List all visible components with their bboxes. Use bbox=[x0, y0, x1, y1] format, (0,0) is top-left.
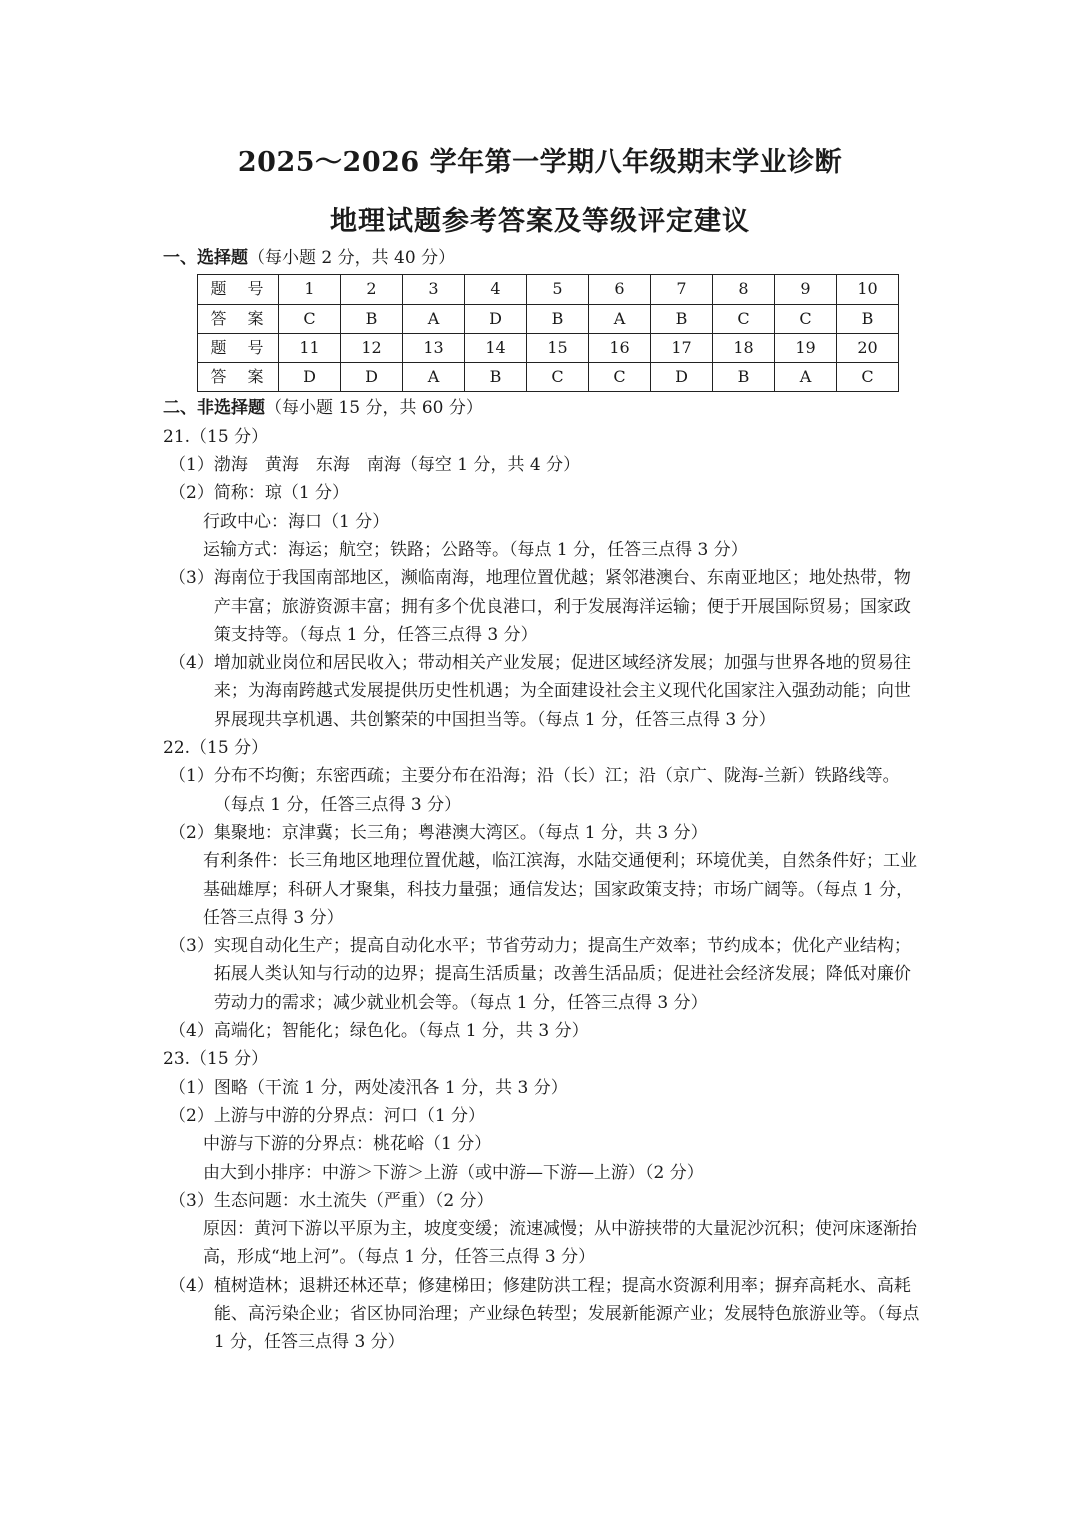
part-label: （4） bbox=[169, 1021, 214, 1042]
row-label: 题 号 bbox=[198, 333, 279, 362]
q21-part-4 bbox=[163, 649, 923, 734]
q21-part-3 bbox=[163, 564, 923, 649]
answer-cell: D bbox=[279, 363, 341, 392]
q23-part-2-line-3: 由大到小排序：中游＞下游＞上游（或中游—下游—上游）（2 分） bbox=[203, 1162, 704, 1183]
question-number: 14 bbox=[465, 333, 527, 362]
part-label: （3） bbox=[169, 1190, 214, 1211]
table-row bbox=[198, 304, 899, 333]
q21-part-1 bbox=[163, 451, 923, 479]
answer-cell: C bbox=[279, 304, 341, 333]
table-row bbox=[198, 275, 899, 304]
answer-cell: A bbox=[403, 304, 465, 333]
answer-cell: B bbox=[465, 363, 527, 392]
part-text: 集聚地：京津冀；长三角；粤港澳大湾区。（每点 1 分，共 3 分） bbox=[213, 822, 708, 843]
q22-part-2 bbox=[163, 819, 923, 847]
q22-part-4 bbox=[163, 1017, 923, 1045]
row-label: 题 号 bbox=[198, 275, 279, 304]
choice-answer-table bbox=[197, 274, 899, 392]
section-2-note: （每小题 15 分，共 60 分） bbox=[265, 398, 483, 419]
question-number: 6 bbox=[589, 275, 651, 304]
part-label: （3） bbox=[169, 936, 214, 957]
question-number: 2 bbox=[341, 275, 403, 304]
answer-cell: C bbox=[837, 363, 899, 392]
q23-part-3 bbox=[163, 1187, 923, 1215]
answer-content bbox=[163, 244, 923, 1357]
page-title: 2025～2026 学年第一学期八年级期末学业诊断 bbox=[237, 147, 843, 178]
part-text: 生态问题：水土流失（严重）（2 分） bbox=[213, 1190, 494, 1211]
question-number: 3 bbox=[403, 275, 465, 304]
part-text: 图略（干流 1 分，两处凌汛各 1 分，共 3 分） bbox=[213, 1077, 568, 1098]
answer-cell: A bbox=[403, 363, 465, 392]
table-row bbox=[198, 333, 899, 362]
answer-cell: B bbox=[341, 304, 403, 333]
question-number: 11 bbox=[279, 333, 341, 362]
question-number: 20 bbox=[837, 333, 899, 362]
question-23-heading: 23.（15 分） bbox=[163, 1049, 269, 1070]
question-number: 9 bbox=[775, 275, 837, 304]
part-text: 分布不均衡；东密西疏；主要分布在沿海；沿（长）江；沿（京广、陇海-兰新）铁路线等。（每点 1 分，任答三点得 3 分） bbox=[213, 766, 900, 815]
part-label: （2） bbox=[169, 1105, 214, 1126]
section-2-title: 二、非选择题 bbox=[163, 398, 265, 419]
question-number: 7 bbox=[651, 275, 713, 304]
q23-part-2 bbox=[163, 1102, 923, 1130]
table-row bbox=[198, 363, 899, 392]
question-number: 19 bbox=[775, 333, 837, 362]
page-subtitle: 地理试题参考答案及等级评定建议 bbox=[330, 206, 750, 237]
row-label: 答 案 bbox=[198, 304, 279, 333]
q21-part-2-line-2: 行政中心：海口（1 分） bbox=[203, 511, 390, 532]
part-text: 海南位于我国南部地区，濒临南海，地理位置优越；紧邻港澳台、东南亚地区；地处热带，物产丰富；旅游资源丰富；拥有多个优良港口，利于发展海洋运输；便于开展国际贸易；国家政策支持等。（每点 1 分，任答三点得 3 分） bbox=[213, 568, 911, 645]
part-text: 简称：琼（1 分） bbox=[213, 483, 350, 504]
question-number: 18 bbox=[713, 333, 775, 362]
row-label: 答 案 bbox=[198, 363, 279, 392]
question-number: 12 bbox=[341, 333, 403, 362]
part-text: 增加就业岗位和居民收入；带动相关产业发展；促进区域经济发展；加强与世界各地的贸易往来；为海南跨越式发展提供历史性机遇；为全面建设社会主义现代化国家注入强劲动能；向世界展现共享机遇、共创繁荣的中国担当等。（每点 1 分，任答三点得 3 分） bbox=[213, 653, 911, 730]
answer-cell: D bbox=[341, 363, 403, 392]
question-22-heading: 22.（15 分） bbox=[163, 738, 269, 759]
part-label: （4） bbox=[169, 1275, 214, 1296]
section-1-heading bbox=[163, 244, 923, 272]
question-number: 8 bbox=[713, 275, 775, 304]
question-21-heading: 21.（15 分） bbox=[163, 426, 269, 447]
question-number: 17 bbox=[651, 333, 713, 362]
answer-cell: B bbox=[713, 363, 775, 392]
part-text: 上游与中游的分界点：河口（1 分） bbox=[213, 1105, 486, 1126]
q23-part-3-line-2: 原因：黄河下游以平原为主，坡度变缓；流速减慢；从中游挟带的大量泥沙沉积；使河床逐渐抬高，形成“地上河”。（每点 1 分，任答三点得 3 分） bbox=[203, 1219, 917, 1268]
answer-cell: C bbox=[775, 304, 837, 333]
q22-part-2-line-2: 有利条件：长三角地区地理位置优越，临江滨海，水陆交通便利；环境优美，自然条件好；工业基础雄厚；科研人才聚集，科技力量强；通信发达；国家政策支持；市场广阔等。（每点 1 分，任答三点得 3 分） bbox=[203, 851, 917, 928]
answer-cell: A bbox=[589, 304, 651, 333]
answer-cell: C bbox=[713, 304, 775, 333]
answer-cell: D bbox=[651, 363, 713, 392]
answer-cell: C bbox=[589, 363, 651, 392]
part-label: （3） bbox=[169, 568, 214, 589]
q23-part-2-line-2: 中游与下游的分界点：桃花峪（1 分） bbox=[203, 1134, 492, 1155]
answer-cell: C bbox=[527, 363, 589, 392]
section-1-title: 一、选择题 bbox=[163, 248, 248, 268]
part-label: （1） bbox=[169, 766, 214, 787]
answer-cell: B bbox=[527, 304, 589, 333]
q23-part-4 bbox=[163, 1272, 923, 1357]
question-number: 16 bbox=[589, 333, 651, 362]
question-number: 5 bbox=[527, 275, 589, 304]
question-number: 10 bbox=[837, 275, 899, 304]
question-number: 1 bbox=[279, 275, 341, 304]
q21-part-2-line-3: 运输方式：海运；航空；铁路；公路等。（每点 1 分，任答三点得 3 分） bbox=[203, 539, 748, 560]
part-text: 植树造林；退耕还林还草；修建梯田；修建防洪工程；提高水资源利用率；摒弃高耗水、高耗能、高污染企业；省区协同治理；产业绿色转型；发展新能源产业；发展特色旅游业等。（每点 1 分，任答三点得 3 分） bbox=[213, 1275, 920, 1353]
part-text: 渤海 黄海 东海 南海（每空 1 分，共 4 分） bbox=[213, 455, 581, 476]
part-label: （2） bbox=[169, 822, 214, 843]
part-label: （2） bbox=[169, 483, 214, 504]
question-number: 4 bbox=[465, 275, 527, 304]
section-1-note: （每小题 2 分，共 40 分） bbox=[248, 248, 456, 268]
q22-part-1 bbox=[163, 762, 923, 819]
part-label: （1） bbox=[169, 455, 214, 476]
part-label: （4） bbox=[169, 653, 214, 674]
section-2-heading bbox=[163, 394, 923, 422]
answer-cell: B bbox=[837, 304, 899, 333]
answer-cell: A bbox=[775, 363, 837, 392]
answer-cell: D bbox=[465, 304, 527, 333]
q23-part-1 bbox=[163, 1074, 923, 1102]
answer-cell: B bbox=[651, 304, 713, 333]
part-text: 实现自动化生产；提高自动化水平；节省劳动力；提高生产效率；节约成本；优化产业结构；拓展人类认知与行动的边界；提高生活质量；改善生活品质；促进社会经济发展；降低对廉价劳动力的需求；减少就业机会等。（每点 1 分，任答三点得 3 分） bbox=[213, 936, 911, 1013]
q22-part-3 bbox=[163, 932, 923, 1017]
question-number: 13 bbox=[403, 333, 465, 362]
part-label: （1） bbox=[169, 1077, 214, 1098]
q21-part-2 bbox=[163, 479, 923, 507]
question-number: 15 bbox=[527, 333, 589, 362]
part-text: 高端化；智能化；绿色化。（每点 1 分，共 3 分） bbox=[213, 1021, 589, 1042]
